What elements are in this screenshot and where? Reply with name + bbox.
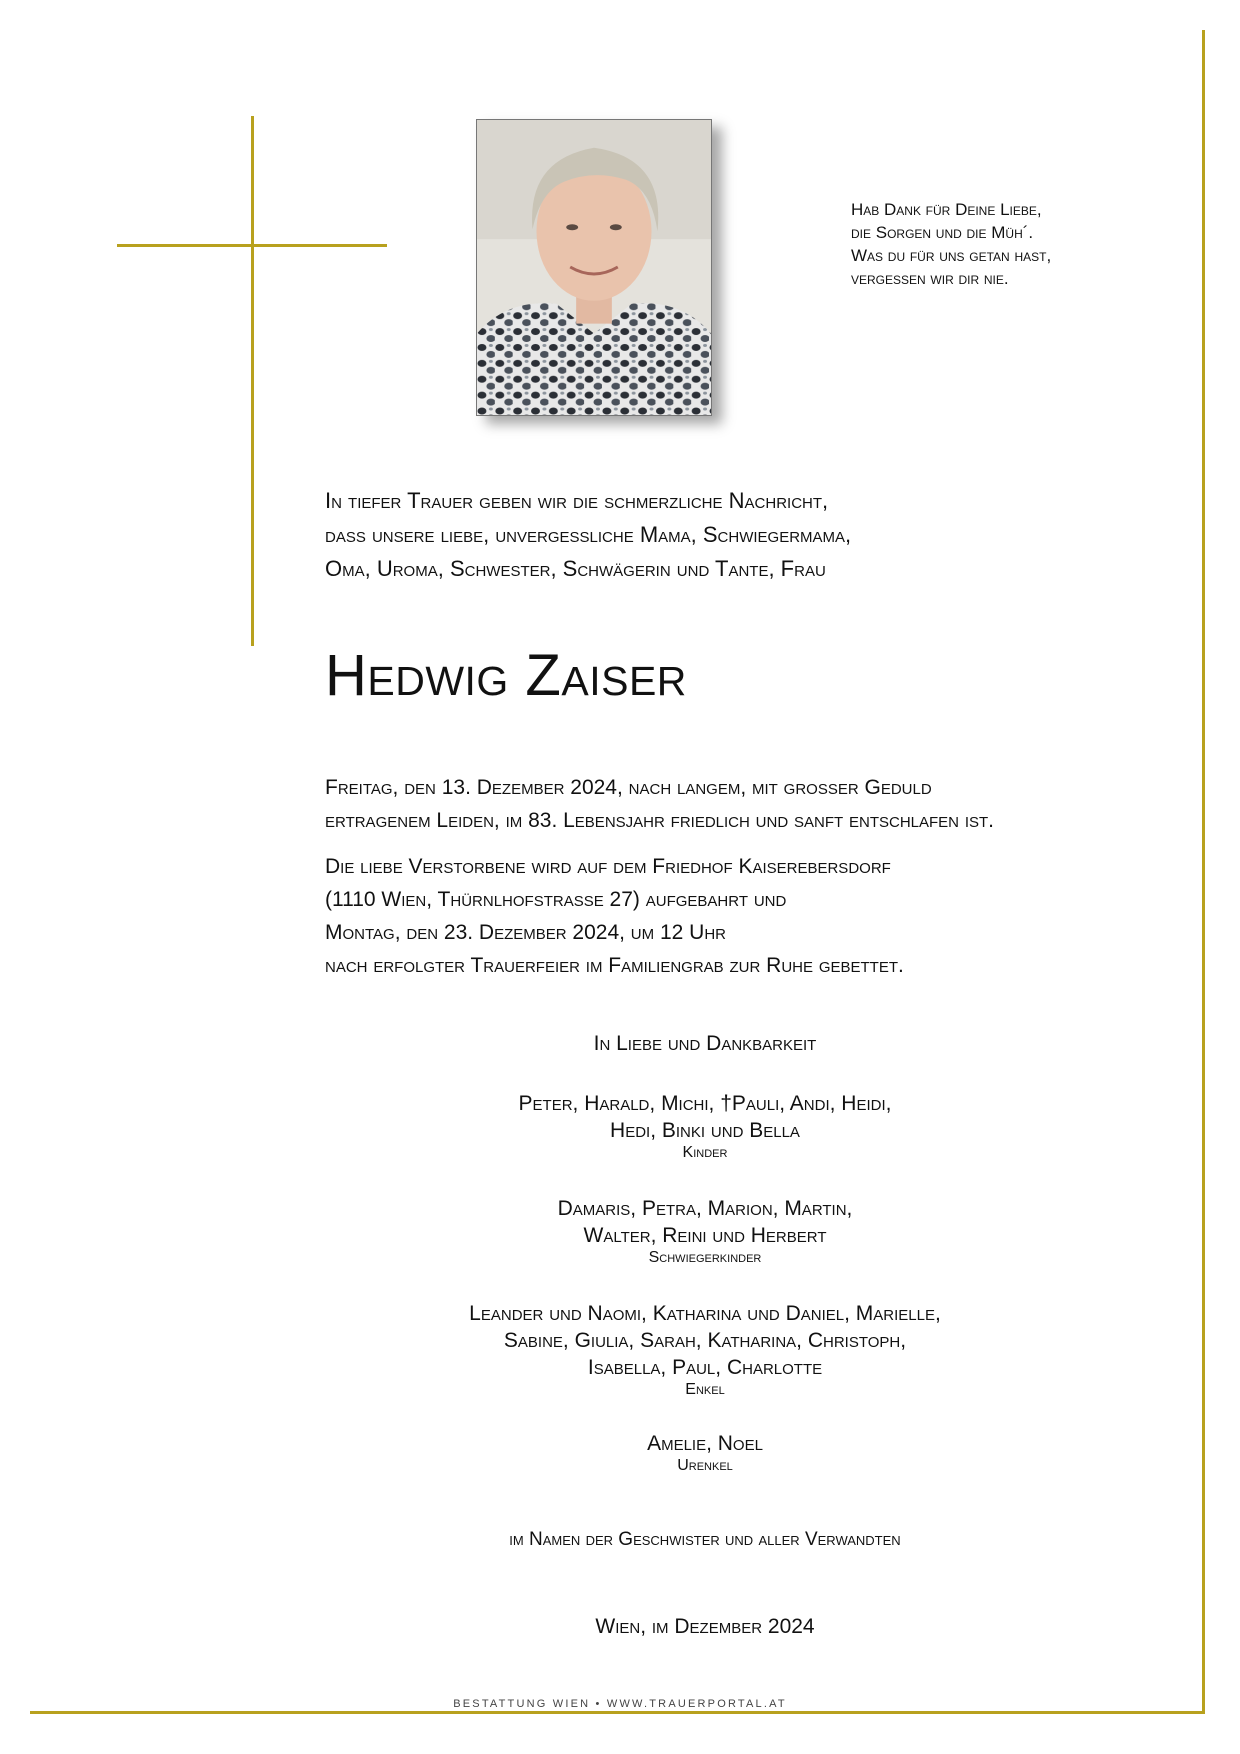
footer-credit: BESTATTUNG WIEN • WWW.TRAUERPORTAL.AT <box>453 1698 787 1710</box>
poem-line: Hab Dank für Deine Liebe, <box>851 200 1042 219</box>
place-date: Wien, im Dezember 2024 <box>595 1615 815 1638</box>
frame-line-bottom <box>30 1711 1205 1714</box>
poem-line: Was du für uns getan hast, <box>851 246 1052 265</box>
funeral-line: nach erfolgter Trauerfeier im Familiengrab zur Ruhe gebettet. <box>325 954 904 977</box>
siblings-line: im Namen der Geschwister und aller Verwandten <box>509 1529 901 1550</box>
mourner-group-urenkel <box>325 1430 1085 1475</box>
portrait-photo <box>476 119 712 416</box>
relation-label: Schwiegerkinder <box>648 1249 762 1266</box>
mourner-names: Amelie, Noel <box>647 1432 763 1455</box>
intro-line: Oma, Uroma, Schwester, Schwägerin und Tante, Frau <box>325 556 826 581</box>
deceased-name: Hedwig Zaiser <box>325 643 687 708</box>
relation-label: Urenkel <box>677 1457 733 1474</box>
frame-line-right <box>1202 30 1205 1714</box>
poem-line: vergessen wir dir nie. <box>851 269 1009 288</box>
death-text <box>325 771 1125 837</box>
funeral-line: (1110 Wien, Thürnlhofstrasse 27) aufgebahrt und <box>325 888 787 911</box>
closing-phrase: In Liebe und Dankbarkeit <box>593 1032 817 1055</box>
mourner-names: Damaris, Petra, Marion, Martin, <box>557 1197 853 1220</box>
funeral-line: Die liebe Verstorbene wird auf dem Friedhof Kaiserebersdorf <box>325 855 891 878</box>
mourner-names: Sabine, Giulia, Sarah, Katharina, Christoph, <box>503 1329 907 1352</box>
funeral-text <box>325 850 1125 982</box>
mourner-group-schwiegerkinder <box>325 1195 1085 1267</box>
mourner-names: Peter, Harald, Michi, †Pauli, Andi, Heidi, <box>518 1092 892 1115</box>
intro-text <box>325 484 1125 586</box>
poem <box>851 198 1151 290</box>
mourner-names: Hedi, Binki und Bella <box>610 1119 800 1142</box>
mourner-names: Leander und Naomi, Katharina und Daniel, Marielle, <box>469 1302 941 1325</box>
intro-line: dass unsere liebe, unvergessliche Mama, Schwiegermama, <box>325 522 852 547</box>
intro-line: In tiefer Trauer geben wir die schmerzliche Nachricht, <box>325 488 829 513</box>
death-line: ertragenem Leiden, im 83. Lebensjahr friedlich und sanft entschlafen ist. <box>325 809 995 832</box>
mourner-names: Isabella, Paul, Charlotte <box>587 1356 823 1379</box>
funeral-line: Montag, den 23. Dezember 2024, um 12 Uhr <box>325 921 726 944</box>
death-line: Freitag, den 13. Dezember 2024, nach langem, mit grosser Geduld <box>325 776 932 799</box>
relation-label: Enkel <box>685 1381 725 1398</box>
mourner-group-kinder <box>325 1090 1085 1162</box>
mourner-group-enkel <box>325 1300 1085 1399</box>
relation-label: Kinder <box>682 1144 728 1161</box>
mourner-names: Walter, Reini und Herbert <box>583 1224 827 1247</box>
poem-line: die Sorgen und die Müh´. <box>851 223 1034 242</box>
